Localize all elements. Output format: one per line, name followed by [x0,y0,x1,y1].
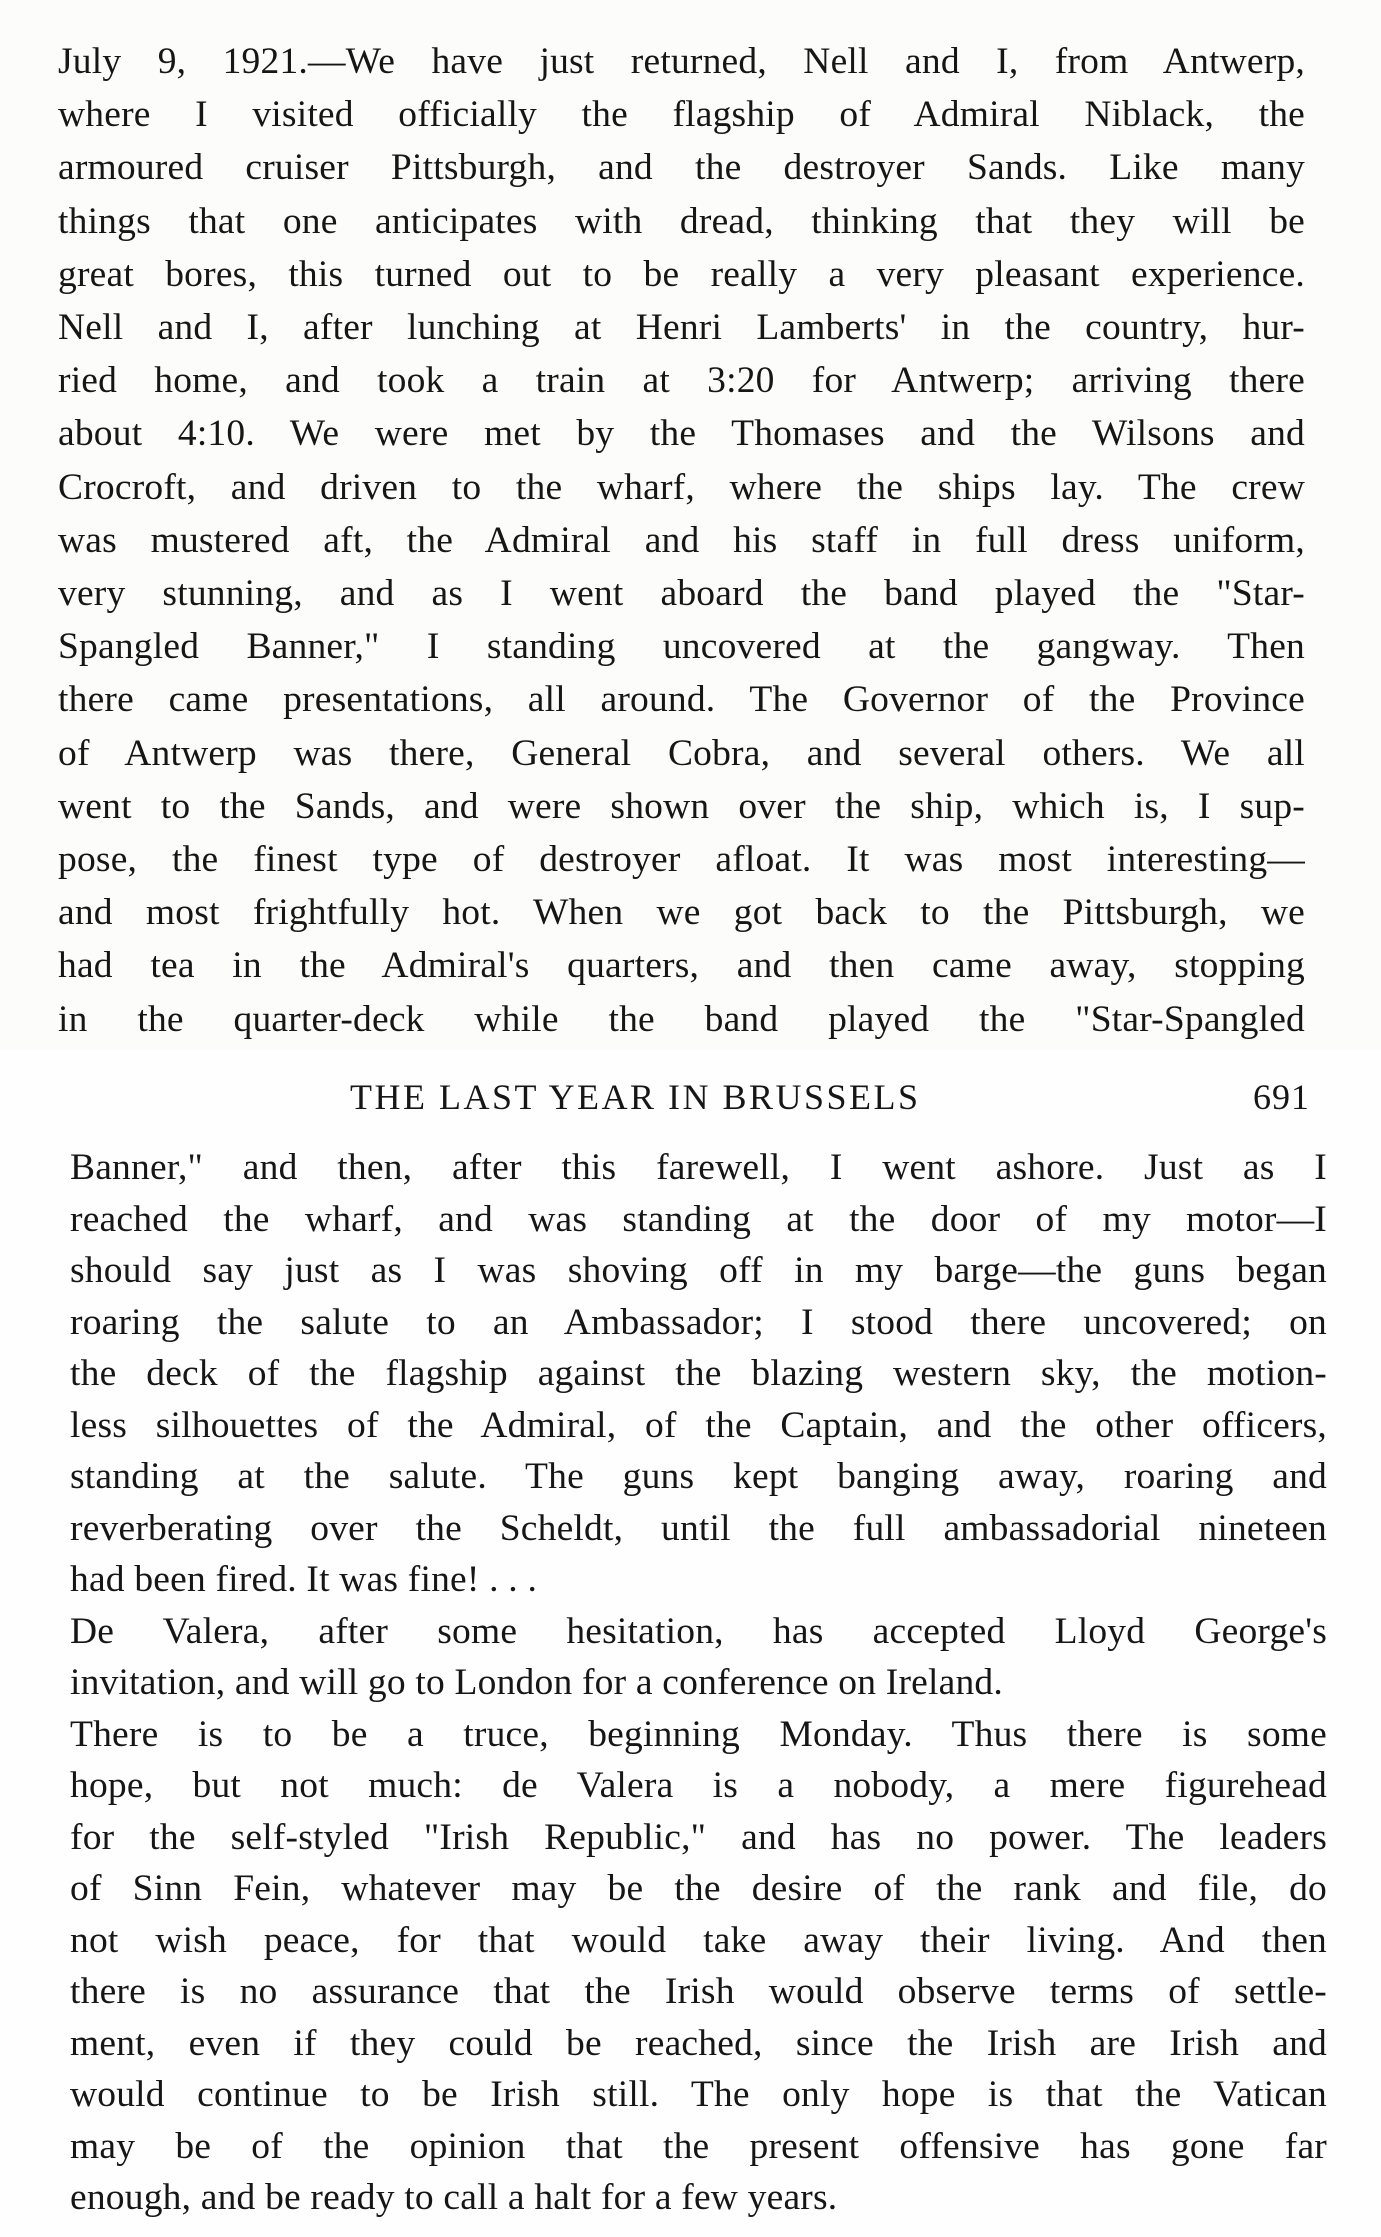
text-line: invitation, and will go to London for a conference on Ireland. [70,1662,1003,1703]
text-line: There is to be a truce, beginning Monday. Thus there is some [70,1713,1327,1755]
text-line: great bores, this turned out to be really a very pleasant experience. [58,253,1305,295]
text-line: less silhouettes of the Admiral, of the Captain, and the other officers, [70,1404,1327,1446]
text-line: pose, the finest type of destroyer afloat. It was most interesting— [58,839,1305,880]
text-line: reached the wharf, and was standing at the door of my motor—I [70,1198,1327,1240]
text-line: Banner," and then, after this farewell, I went ashore. Just as I [70,1147,1327,1188]
text-line: would continue to be Irish still. The only hope is that the Vatican [70,2074,1327,2115]
text-line: things that one anticipates with dread, thinking that they will be [58,200,1305,242]
text-line: had tea in the Admiral's quarters, and then came away, stopping [58,945,1305,987]
text-line: may be of the opinion that the present offensive has gone far [70,2125,1327,2167]
text-line: July 9, 1921.—We have just returned, Nell and I, from Antwerp, [58,41,1305,82]
text-line: there is no assurance that the Irish would observe terms of settle- [70,1971,1327,2012]
text-line: for the self-styled "Irish Republic," and has no power. The leaders [70,1816,1327,1858]
text-line: not wish peace, for that would take away their living. And then [70,1919,1327,1961]
text-line: had been fired. It was fine! . . . [70,1559,538,1600]
text-line: about 4:10. We were met by the Thomases and the Wilsons and [58,413,1305,455]
text-line: the deck of the flagship against the blazing western sky, the motion- [70,1353,1327,1394]
text-line: and most frightfully hot. When we got back to the Pittsburgh, we [58,892,1305,934]
text-line: De Valera, after some hesitation, has accepted Lloyd George's [70,1610,1327,1652]
text-line: ried home, and took a train at 3:20 for Antwerp; arriving there [58,360,1305,402]
text-line: Crocroft, and driven to the wharf, where the ships lay. The crew [58,466,1305,508]
text-line: very stunning, and as I went aboard the band played the "Star- [58,573,1305,614]
text-line: Nell and I, after lunching at Henri Lamberts' in the country, hur- [58,307,1305,348]
text-line: should say just as I was shoving off in my barge—the guns began [70,1250,1327,1291]
text-line: of Sinn Fein, whatever may be the desire of the rank and file, do [70,1868,1327,1909]
page-number: 691 [1253,1077,1310,1117]
text-line: there came presentations, all around. The Governor of the Province [58,679,1305,721]
text-line: of Antwerp was there, General Cobra, and several others. We all [58,732,1305,774]
text-line: armoured cruiser Pittsburgh, and the destroyer Sands. Like many [58,147,1305,189]
text-line: standing at the salute. The guns kept banging away, roaring and [70,1456,1327,1497]
text-line: ment, even if they could be reached, since the Irish are Irish and [70,2022,1327,2064]
text-line: hope, but not much: de Valera is a nobody, a mere figurehead [70,1765,1327,1806]
text-line: was mustered aft, the Admiral and his staff in full dress uniform, [58,519,1305,561]
text-line: roaring the salute to an Ambassador; I stood there uncovered; on [70,1301,1327,1343]
text-line: reverberating over the Scheldt, until the full ambassadorial nineteen [70,1507,1327,1549]
text-line: in the quarter-deck while the band played the "Star-Spangled [58,998,1305,1040]
text-line: where I visited officially the flagship of Admiral Niblack, the [58,94,1305,136]
text-line: Spangled Banner," I standing uncovered at the gangway. Then [58,626,1305,668]
text-line: went to the Sands, and were shown over the ship, which is, I sup- [58,785,1305,827]
text-line: enough, and be ready to call a halt for a few years. [70,2177,838,2218]
running-head: THE LAST YEAR IN BRUSSELS [350,1077,921,1117]
